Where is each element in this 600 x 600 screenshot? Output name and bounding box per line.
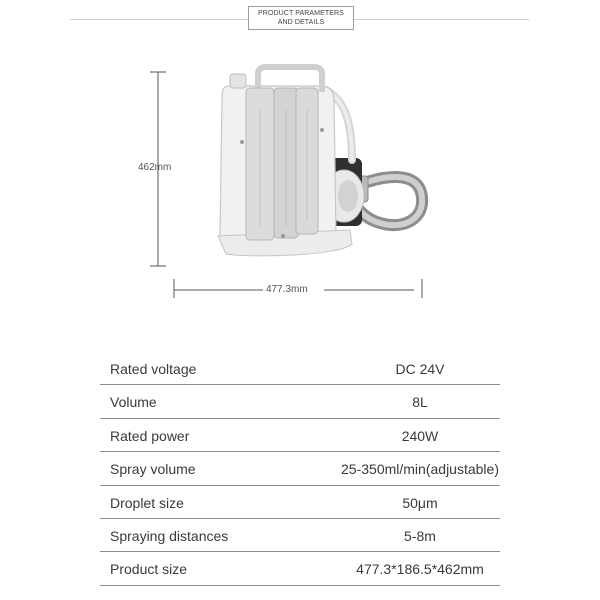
spec-row-rated-voltage — [100, 352, 500, 385]
spec-value: 5-8m — [404, 527, 436, 544]
backpack-sprayer-icon — [218, 67, 422, 256]
width-dimension-label: 477.3mm — [266, 284, 308, 295]
spec-row-droplet-size — [100, 486, 500, 519]
spec-value: DC 24V — [395, 361, 445, 377]
spec-value: 50μm — [402, 494, 438, 511]
spec-value: 240W — [401, 427, 439, 444]
spec-label: Product size — [110, 561, 188, 578]
spec-row-product-size — [100, 552, 500, 585]
spec-row-spraying-distances — [100, 519, 500, 552]
spec-label: Spraying distances — [110, 527, 229, 544]
spec-value: 8L — [412, 394, 428, 411]
spec-label: Volume — [110, 394, 157, 411]
height-dimension-label: 462mm — [138, 162, 172, 173]
section-title-line1: PRODUCT PARAMETERS — [258, 10, 344, 17]
spec-label: Rated power — [110, 427, 190, 444]
spec-table — [100, 352, 500, 586]
spec-label: Droplet size — [110, 494, 184, 511]
spec-row-spray-volume — [100, 452, 500, 485]
spec-value: 25-350ml/min(adjustable) — [341, 461, 499, 478]
spec-row-volume — [100, 385, 500, 418]
spec-value: 477.3*186.5*462mm — [356, 561, 484, 578]
spec-label: Spray volume — [110, 461, 196, 478]
spec-row-rated-power — [100, 419, 500, 452]
spec-label: Rated voltage — [110, 361, 197, 377]
section-title-line2: AND DETAILS — [277, 19, 325, 26]
